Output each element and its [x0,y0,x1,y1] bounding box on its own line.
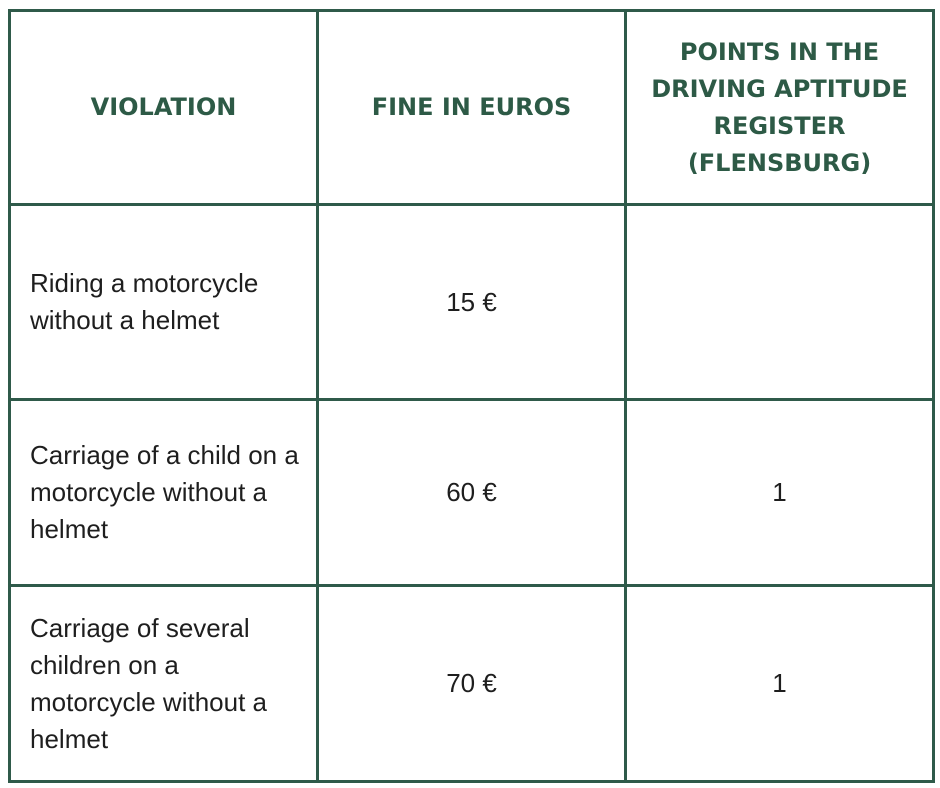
violation-cell [10,205,318,400]
violation-cell [10,586,318,782]
table-row [10,205,934,400]
violation-text: Carriage of several children on a motorcycle without a helmet [30,612,267,754]
table-row [10,400,934,586]
header-fine [318,11,626,205]
violation-text: Carriage of a child on a motorcycle without a helmet [30,440,299,544]
fines-table [8,9,935,783]
points-cell [626,205,934,400]
header-violation [10,11,318,205]
table-row [10,586,934,782]
points-cell: 1 [626,586,934,782]
header-fine-label: FINE IN EUROS [371,93,572,121]
fine-cell: 60 € [318,400,626,586]
table-header-row [10,11,934,205]
header-points [626,11,934,205]
fine-cell: 15 € [318,205,626,400]
points-cell: 1 [626,400,934,586]
violation-text: Riding a motorcycle without a helmet [30,268,259,335]
header-violation-label: VIOLATION [90,93,237,121]
violation-cell [10,400,318,586]
fine-cell: 70 € [318,586,626,782]
fines-table-container [8,9,932,780]
header-points-label: POINTS IN THE DRIVING APTITUDE REGISTER (FLENSBURG) [651,37,908,177]
